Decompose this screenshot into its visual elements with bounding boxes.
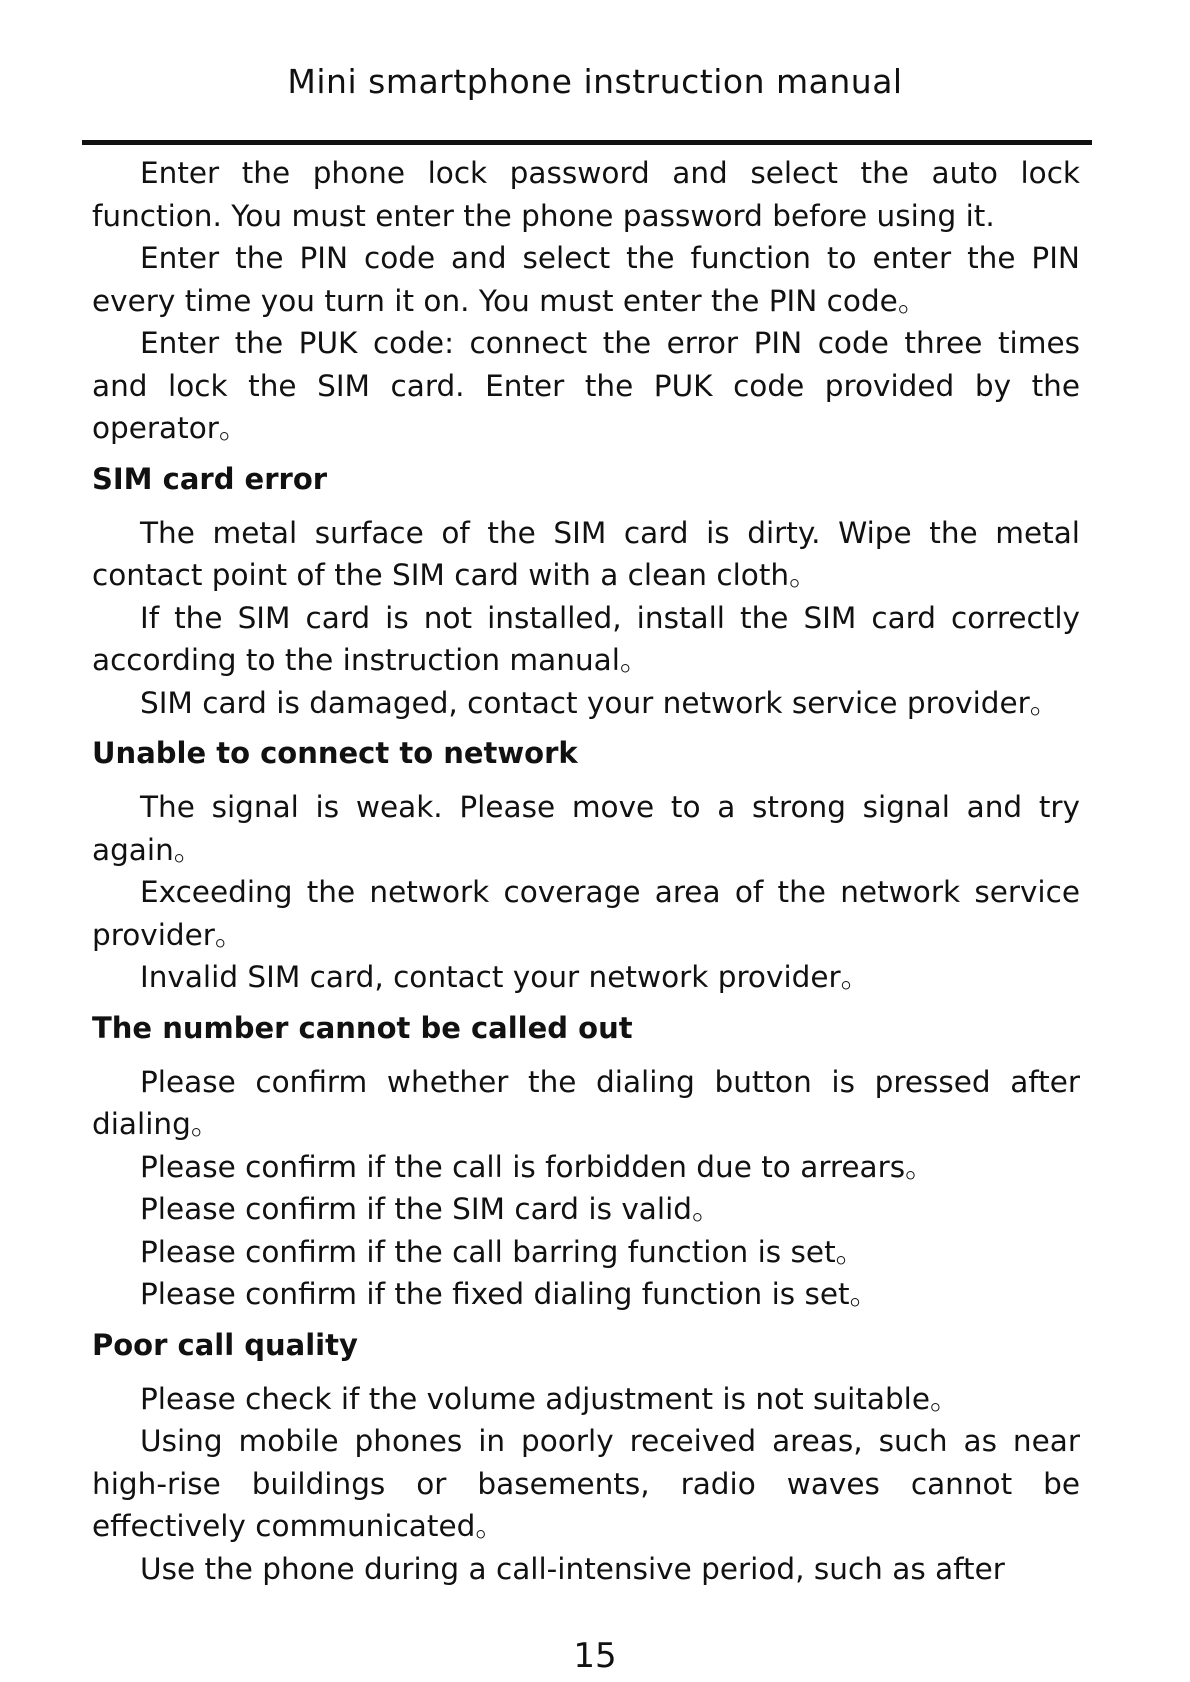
paragraph: The metal surface of the SIM card is dirty. Wipe the metal contact point of the SIM card with a clean cloth。	[92, 515, 1080, 592]
paragraph: Please check if the volume adjustment is not suitable。	[140, 1381, 960, 1416]
section-heading: SIM card error	[92, 461, 328, 496]
paragraph: The signal is weak. Please move to a strong signal and try again。	[92, 790, 1080, 867]
paragraph: Please confirm if the call is forbidden due to arrears。	[140, 1149, 935, 1184]
paragraph: Using mobile phones in poorly received areas, such as near high-rise buildings or basements, radio waves cannot be effectively communicated。	[92, 1424, 1080, 1543]
paragraph: Exceeding the network coverage area of the network service provider。	[92, 875, 1080, 952]
header-divider	[82, 140, 1092, 145]
section-heading: The number cannot be called out	[92, 1010, 633, 1045]
page-number: 15	[573, 1636, 617, 1676]
section-sim-card-error	[92, 458, 1080, 725]
section-unable-to-connect	[92, 732, 1080, 999]
paragraph: Invalid SIM card, contact your network provider。	[140, 960, 871, 994]
section-heading: Unable to connect to network	[92, 736, 578, 770]
paragraph: Use the phone during a call-intensive period, such as after	[140, 1551, 1005, 1586]
paragraph: Enter the PIN code and select the function to enter the PIN every time you turn it on. You must enter the PIN code。	[92, 241, 1080, 318]
page-body	[92, 152, 1080, 1590]
paragraph: SIM card is damaged, contact your network service provider。	[140, 685, 1060, 720]
paragraph: Enter the PUK code: connect the error PIN code three times and lock the SIM card. Enter the PUK code provided by the operator。	[92, 326, 1080, 445]
section-poor-call-quality	[92, 1324, 1080, 1591]
section-number-cannot-be-called	[92, 1007, 1080, 1316]
paragraph: Please confirm whether the dialing button is pressed after dialing。	[92, 1064, 1080, 1141]
section-heading: Poor call quality	[92, 1327, 358, 1362]
paragraph: Please confirm if the SIM card is valid。	[140, 1192, 722, 1226]
paragraph: Enter the phone lock password and select the auto lock function. You must enter the phone password before using it.	[92, 156, 1080, 233]
manual-title: Mini smartphone instruction manual	[287, 62, 903, 101]
intro-section	[92, 152, 1080, 450]
paragraph: Please confirm if the fixed dialing function is set。	[140, 1277, 880, 1311]
paragraph: Please confirm if the call barring function is set。	[140, 1234, 866, 1269]
paragraph: If the SIM card is not installed, install the SIM card correctly according to the instruction manual。	[92, 600, 1080, 677]
